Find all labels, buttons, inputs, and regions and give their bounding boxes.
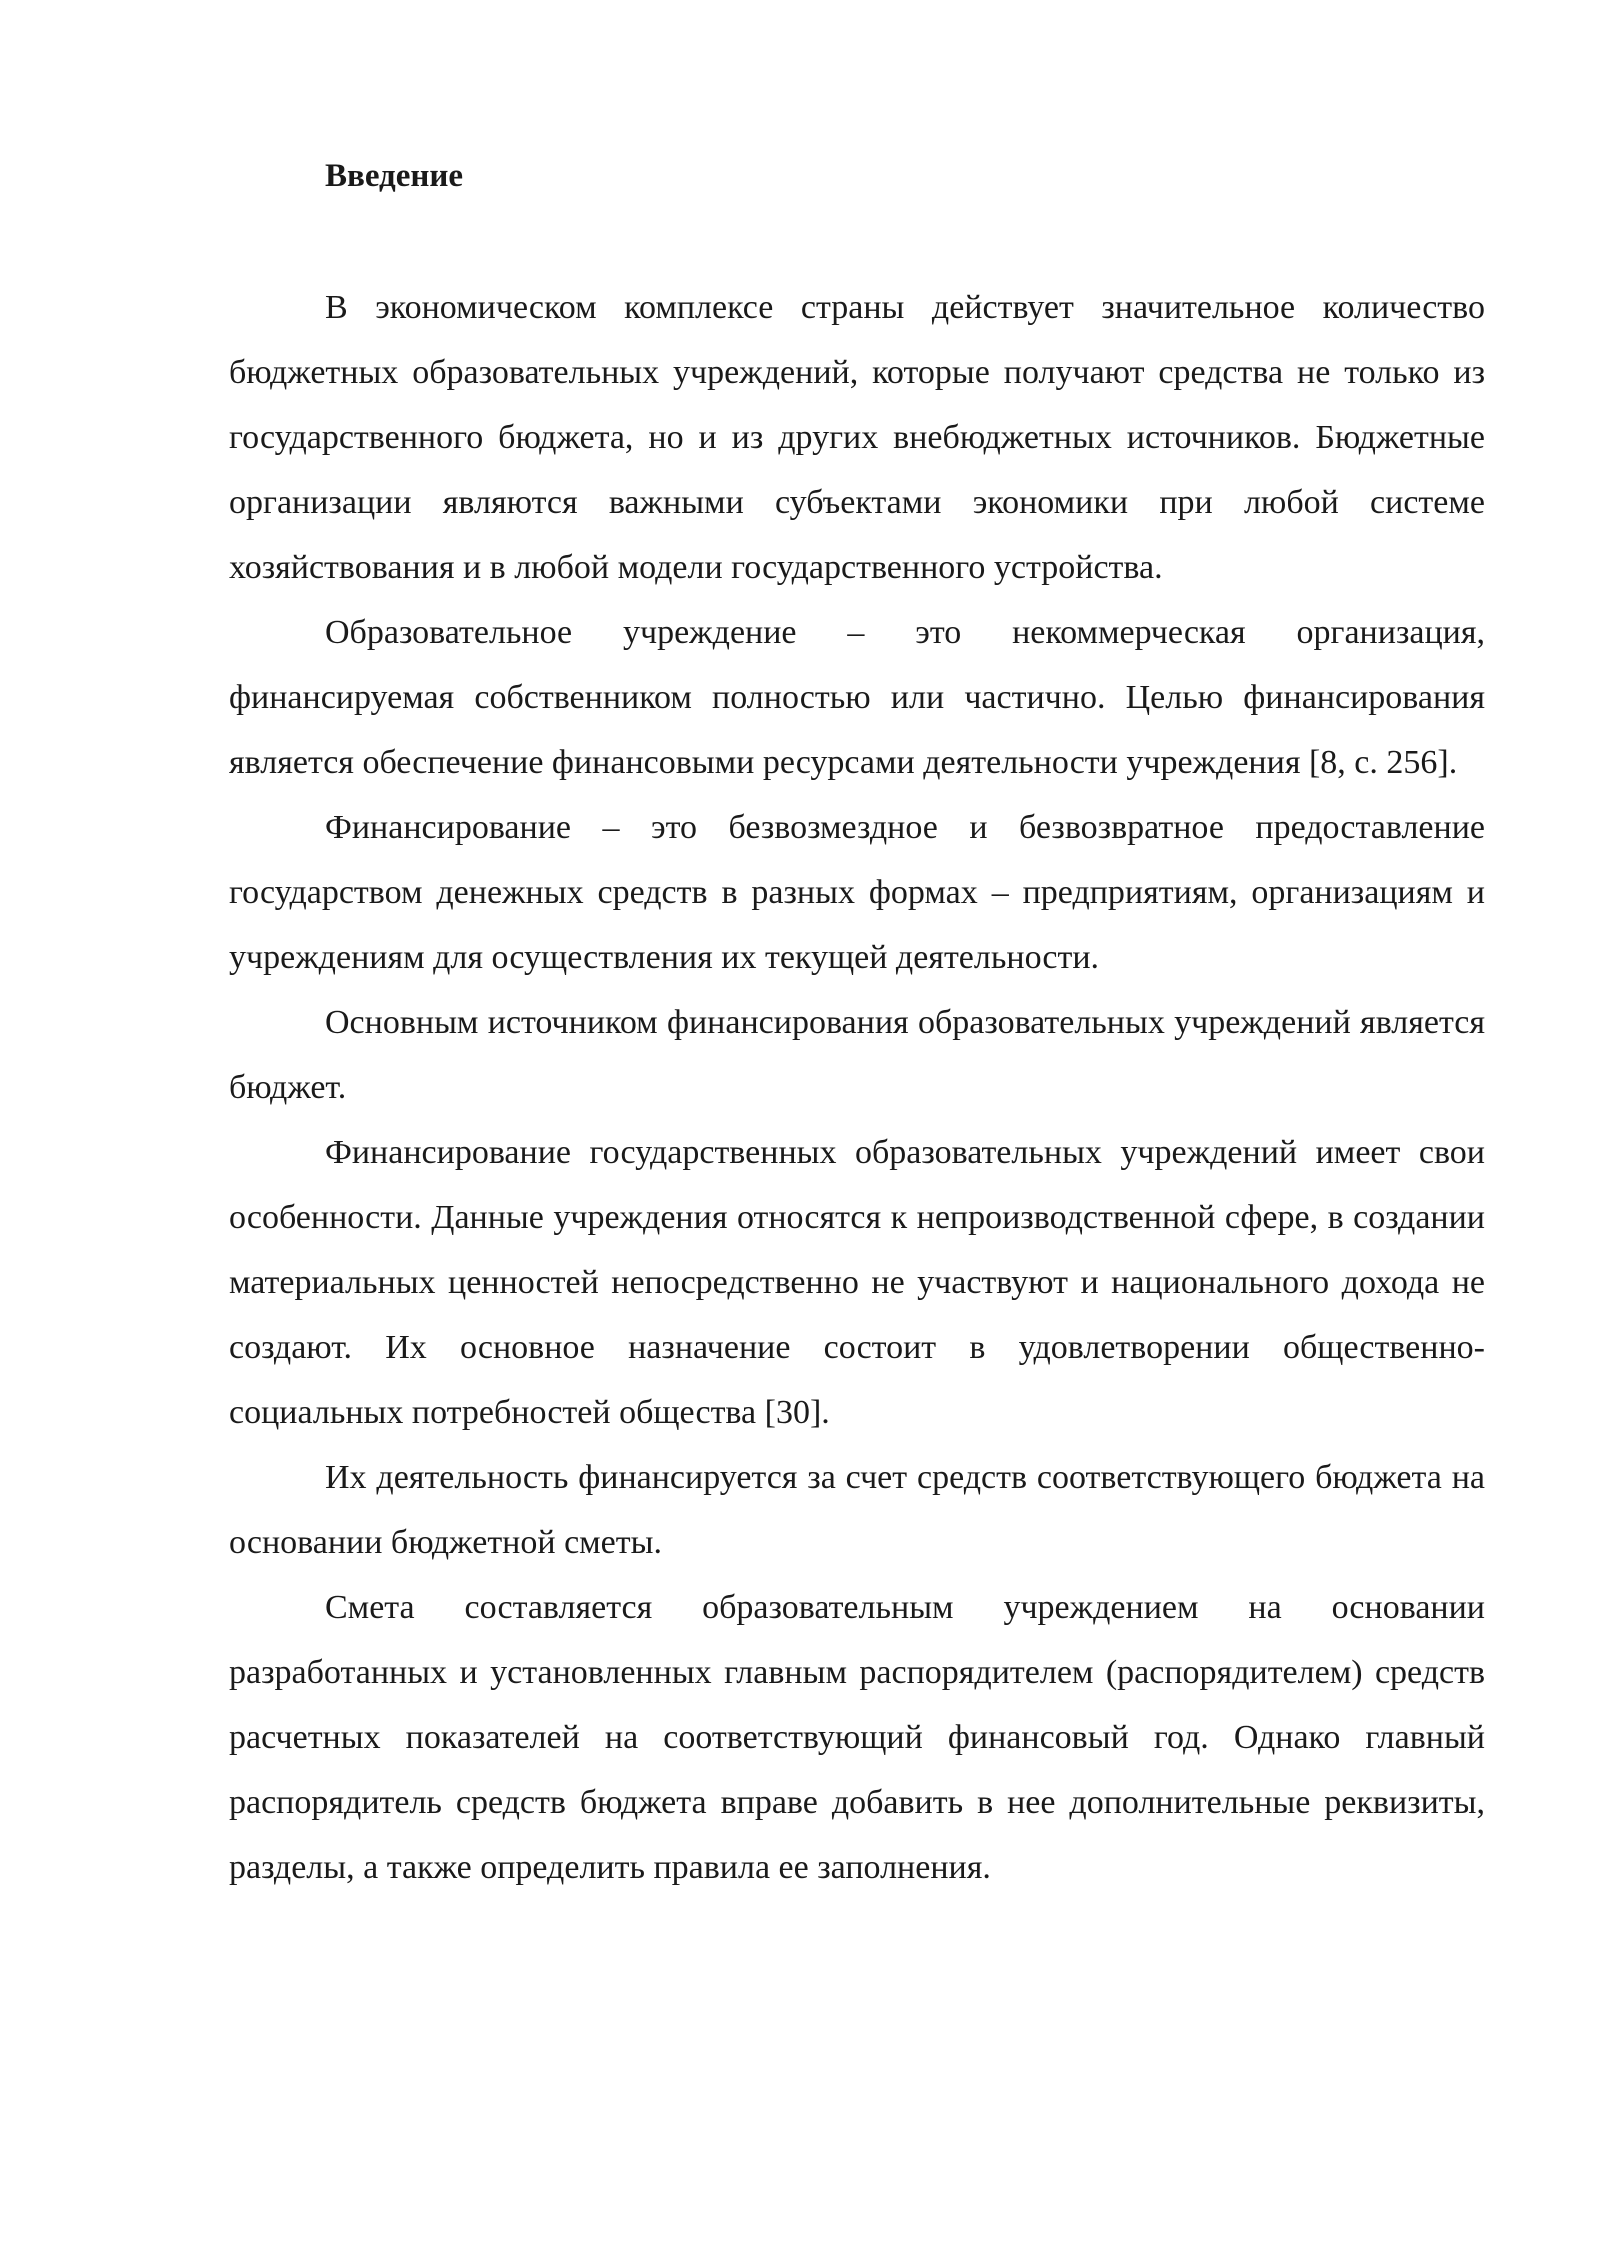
paragraph-4: Основным источником финансирования образовательных учреждений является бюджет. xyxy=(229,1004,1485,1106)
paragraph-1: В экономическом комплексе страны действует значительное количество бюджетных образовательных учреждений, которые получают средства не только из государственного бюджета, но и из других внебюджетных источников. Бюджетные организации являются важными субъектами экономики при любой системе хозяйствования и в любой модели государственного устройства. xyxy=(229,289,1485,586)
paragraph-2: Образовательное учреждение – это некоммерческая организация, финансируемая собственником полностью или частично. Целью финансирования является обеспечение финансовыми ресурсами деятельности учреждения [8, с. 256]. xyxy=(229,614,1485,781)
paragraph-6: Их деятельность финансируется за счет средств соответствующего бюджета на основании бюджетной сметы. xyxy=(229,1459,1485,1561)
paragraph-5: Финансирование государственных образовательных учреждений имеет свои особенности. Данные учреждения относятся к непроизводственной сфере, в создании материальных ценностей непосредственно не участвуют и национального дохода не создают. Их основное назначение состоит в удовлетворении общественно-социальных потребностей общества [30]. xyxy=(229,1134,1485,1431)
paragraph-3: Финансирование – это безвозмездное и безвозвратное предоставление государством денежных средств в разных формах – предприятиям, организациям и учреждениям для осуществления их текущей деятельности. xyxy=(229,809,1485,976)
section-heading: Введение xyxy=(325,158,464,194)
paragraph-7: Смета составляется образовательным учреждением на основании разработанных и установленных главным распорядителем (распорядителем) средств расчетных показателей на соответствующий финансовый год. Однако главный распорядитель средств бюджета вправе добавить в нее дополнительные реквизиты, разделы, а также определить правила ее заполнения. xyxy=(229,1589,1485,1886)
document-page xyxy=(229,148,1485,1900)
